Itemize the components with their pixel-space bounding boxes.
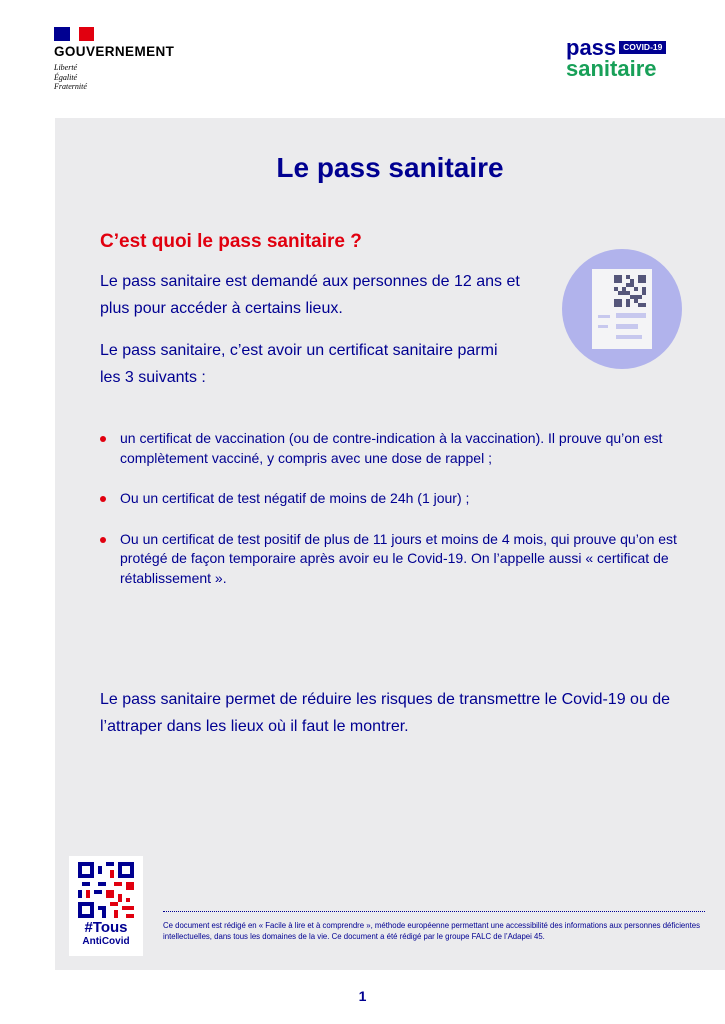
- list-item: [100, 489, 700, 509]
- qr-code-icon: [78, 862, 134, 918]
- list-item: [100, 530, 700, 589]
- page-number: 1: [358, 988, 367, 1004]
- logo-covid-badge: COVID-19: [619, 41, 666, 54]
- republic-motto: [54, 63, 174, 92]
- page-title: Le pass sanitaire: [276, 152, 504, 183]
- marianne-flag-icon: [54, 27, 94, 41]
- list-item-text: un certificat de vaccination (ou de contre-indication à la vaccination). Il prouve qu’on est complètement vacciné, y compris avec une dose de rappel ;: [120, 430, 663, 466]
- qr-code-icon: [614, 275, 646, 307]
- conclusion-paragraph: Le pass sanitaire permet de réduire les risques de transmettre le Covid-19 ou de l’attraper dans les lieux où il faut le montrer.: [100, 691, 671, 735]
- logo-sanitaire-word: sanitaire: [566, 56, 657, 81]
- bullet-icon: [100, 436, 106, 442]
- bullet-icon: [100, 496, 106, 502]
- list-item-text: Ou un certificat de test négatif de moins de 24h (1 jour) ;: [120, 490, 470, 506]
- government-title: GOUVERNEMENT: [54, 44, 175, 59]
- motto-fraternite: Fraternité: [54, 82, 87, 91]
- document-icon: [592, 269, 652, 349]
- list-item: [100, 429, 700, 468]
- qr-document-illustration: [562, 249, 682, 369]
- certificate-list: [100, 429, 700, 609]
- section-question: C’est quoi le pass sanitaire ?: [100, 231, 362, 252]
- certificate-paragraph: Le pass sanitaire, c’est avoir un certificat sanitaire parmi les 3 suivants :: [100, 342, 498, 386]
- dotted-divider: [163, 911, 705, 912]
- tousanticovid-badge: [69, 856, 143, 956]
- pass-sanitaire-logo: [566, 35, 666, 81]
- government-logo: [54, 27, 174, 92]
- motto-egalite: Égalité: [54, 72, 78, 82]
- logo-pass-word: pass: [566, 35, 617, 60]
- falc-note: Ce document est rédigé en « Facile à lire et à comprendre », méthode européenne permettant une accessibilité des informations aux personnes déficientes intellectuelles, dans tous les domaines de la vie. Ce document a été rédigé par le groupe FALC de l’Adapei 45.: [163, 921, 700, 941]
- content-panel: [55, 118, 725, 970]
- bullet-icon: [100, 537, 106, 543]
- intro-paragraph: Le pass sanitaire est demandé aux personnes de 12 ans et plus pour accéder à certains lieux.: [100, 273, 520, 317]
- tousanticovid-hashtag: #Tous: [84, 919, 128, 936]
- list-item-text: Ou un certificat de test positif de plus de 11 jours et moins de 4 mois, qui prouve qu’on est protégé de façon temporaire après avoir eu le Covid-19. On l’appelle aussi « certificat de rétablissement ».: [120, 530, 677, 586]
- tousanticovid-label: AntiCovid: [82, 936, 130, 947]
- motto-liberte: Liberté: [54, 63, 78, 72]
